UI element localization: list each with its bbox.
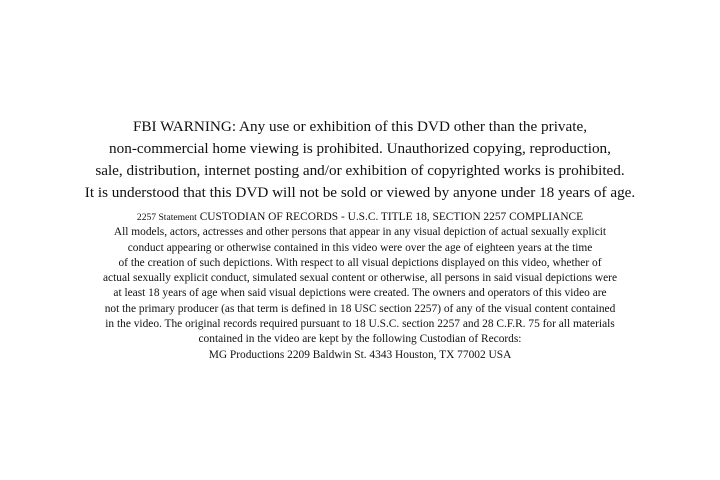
statement-heading-title: CUSTODIAN OF RECORDS - U.S.C. TITLE 18, SECTION 2257 COMPLIANCE	[199, 211, 584, 223]
2257-statement	[0, 210, 720, 363]
fbi-warning-line: It is understood that this DVD will not be sold or viewed by anyone under 18 years of age.	[84, 184, 636, 201]
statement-line: in the video. The original records required pursuant to 18 U.S.C. section 2257 and 28 C.F.R. 75 for all materials	[105, 318, 615, 331]
statement-line: at least 18 years of age when said visual depictions were created. The owners and operators of this video are	[113, 287, 607, 300]
statement-heading-prefix: 2257 Statement	[136, 212, 197, 223]
statement-heading	[0, 210, 720, 225]
custodian-address: MG Productions 2209 Baldwin St. 4343 Houston, TX 77002 USA	[208, 348, 512, 361]
statement-line: contained in the video are kept by the following Custodian of Records:	[198, 333, 522, 346]
statement-line: All models, actors, actresses and other persons that appear in any visual depiction of actual sexually explicit	[113, 226, 607, 239]
fbi-warning-line: sale, distribution, internet posting and/or exhibition of copyrighted works is prohibited.	[95, 162, 625, 179]
statement-line: conduct appearing or otherwise contained in this video were over the age of eighteen years at the time	[127, 241, 593, 254]
statement-line: not the primary producer (as that term is defined in 18 USC section 2257) of any of the visual content contained	[104, 302, 616, 315]
statement-line: of the creation of such depictions. With respect to all visual depictions displayed on this video, whether of	[118, 256, 602, 269]
statement-line: actual sexually explicit conduct, simulated sexual content or otherwise, all persons in said visual depictions were	[102, 272, 618, 285]
fbi-warning	[0, 116, 720, 204]
fbi-warning-line: non-commercial home viewing is prohibited. Unauthorized copying, reproduction,	[109, 140, 611, 157]
fbi-warning-line: FBI WARNING: Any use or exhibition of this DVD other than the private,	[132, 118, 588, 135]
